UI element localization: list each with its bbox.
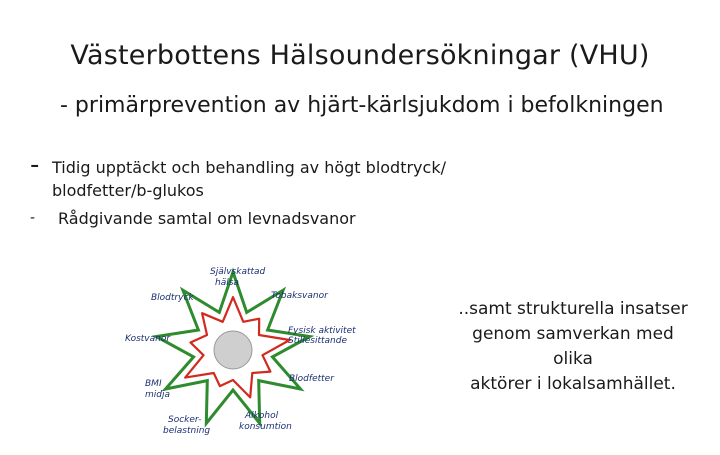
bullet-2-line-1: Rådgivande samtal om levnadsvanor [58,209,356,228]
side-text-line-2: genom samverkan med olika [472,324,674,369]
bullet-dash-2: - [30,210,36,226]
label-socker: Socker- [168,415,202,425]
label-bmi: BMI [145,379,162,389]
label-blodtryck: Blodtryck [151,293,194,303]
bullet-1-line-2: blodfetter/b-glukos [52,181,204,200]
structural-efforts-text [450,297,696,397]
bullet-1-line-1: Tidig upptäckt och behandling av högt blodtryck/ [52,158,446,177]
label-fysisk-aktivitet: Fysisk aktivitet [288,326,356,336]
slide-title: Västerbottens Hälsoundersökningar (VHU) [70,40,650,71]
side-text-line-1: ..samt strukturella insatser [458,299,688,319]
star-diagram-svg [105,255,385,450]
bullet-dash-1: - [30,150,40,180]
label-sjalvskattad-halsa-2: hälsa [215,278,239,288]
label-blodfetter: Blodfetter [289,374,334,384]
slide-subtitle: - primärprevention av hjärt-kärlsjukdom i befolkningen [60,93,664,118]
side-text-line-3: aktörer i lokalsamhället. [470,374,676,394]
label-midja: midja [145,390,170,400]
label-kostvanor: Kostvanor [125,334,171,344]
label-belastning: belastning [163,426,211,436]
label-stillesittande: Stillesittande [288,336,347,346]
label-tobaksvanor: Tobaksvanor [271,291,328,301]
risk-factor-star-diagram [105,255,385,450]
label-sjalvskattad-halsa: Självskattad [210,267,266,277]
center-circle [214,331,252,369]
label-konsumtion: konsumtion [239,422,292,432]
label-alkohol: Alkohol [245,411,279,421]
